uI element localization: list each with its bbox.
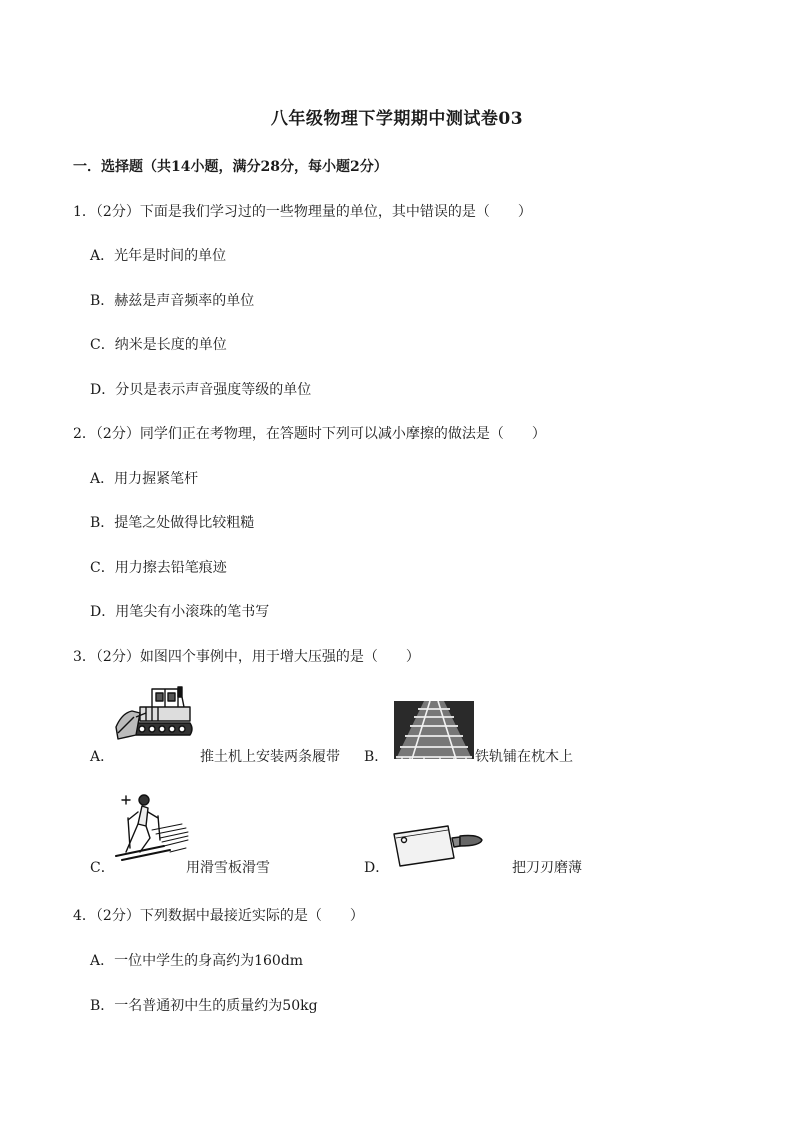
question-1-option-a: A．光年是时间的单位 [90,248,227,264]
skier-icon [112,790,190,868]
question-1-option-b: B．赫兹是声音频率的单位 [90,293,255,309]
question-3-option-a-letter: A． [90,749,115,765]
question-3-option-b-letter: B． [364,749,389,765]
cleaver-knife-icon [390,824,486,872]
page-title: 八年级物理下学期期中测试卷03 [270,109,524,129]
question-2-option-b: B．提笔之处做得比较粗糙 [90,515,255,531]
question-3-option-c-text: 用滑雪板滑雪 [186,860,270,876]
question-2-stem: 2．（2分）同学们正在考物理，在答题时下列可以减小摩擦的做法是（ ） [73,426,546,442]
question-1-stem: 1．（2分）下面是我们学习过的一些物理量的单位，其中错误的是（ ） [73,204,532,220]
question-2-option-d: D．用笔尖有小滚珠的笔书写 [90,604,270,620]
question-3-option-d-letter: D． [364,860,390,876]
question-2-option-c: C．用力擦去铅笔痕迹 [90,560,227,576]
question-4-option-a: A．一位中学生的身高约为160dm [90,953,304,969]
question-3-option-d-text: 把刀刃磨薄 [512,860,582,876]
question-3-option-c-letter: C． [90,860,115,876]
question-1-option-c: C．纳米是长度的单位 [90,337,227,353]
section-heading: 一．选择题（共14小题，满分28分，每小题2分） [73,159,388,175]
question-1-option-d: D．分贝是表示声音强度等级的单位 [90,382,312,398]
question-4-option-b: B．一名普通初中生的质量约为50kg [90,998,318,1014]
question-3-stem: 3．（2分）如图四个事例中，用于增大压强的是（ ） [73,649,420,665]
question-3-option-a-text: 推土机上安装两条履带 [200,749,340,765]
railway-track-icon [394,701,474,759]
question-4-stem: 4．（2分）下列数据中最接近实际的是（ ） [73,908,364,924]
question-3-option-b-text: 铁轨铺在枕木上 [475,749,573,765]
bulldozer-icon [112,683,196,745]
question-2-option-a: A．用力握紧笔杆 [90,471,199,487]
